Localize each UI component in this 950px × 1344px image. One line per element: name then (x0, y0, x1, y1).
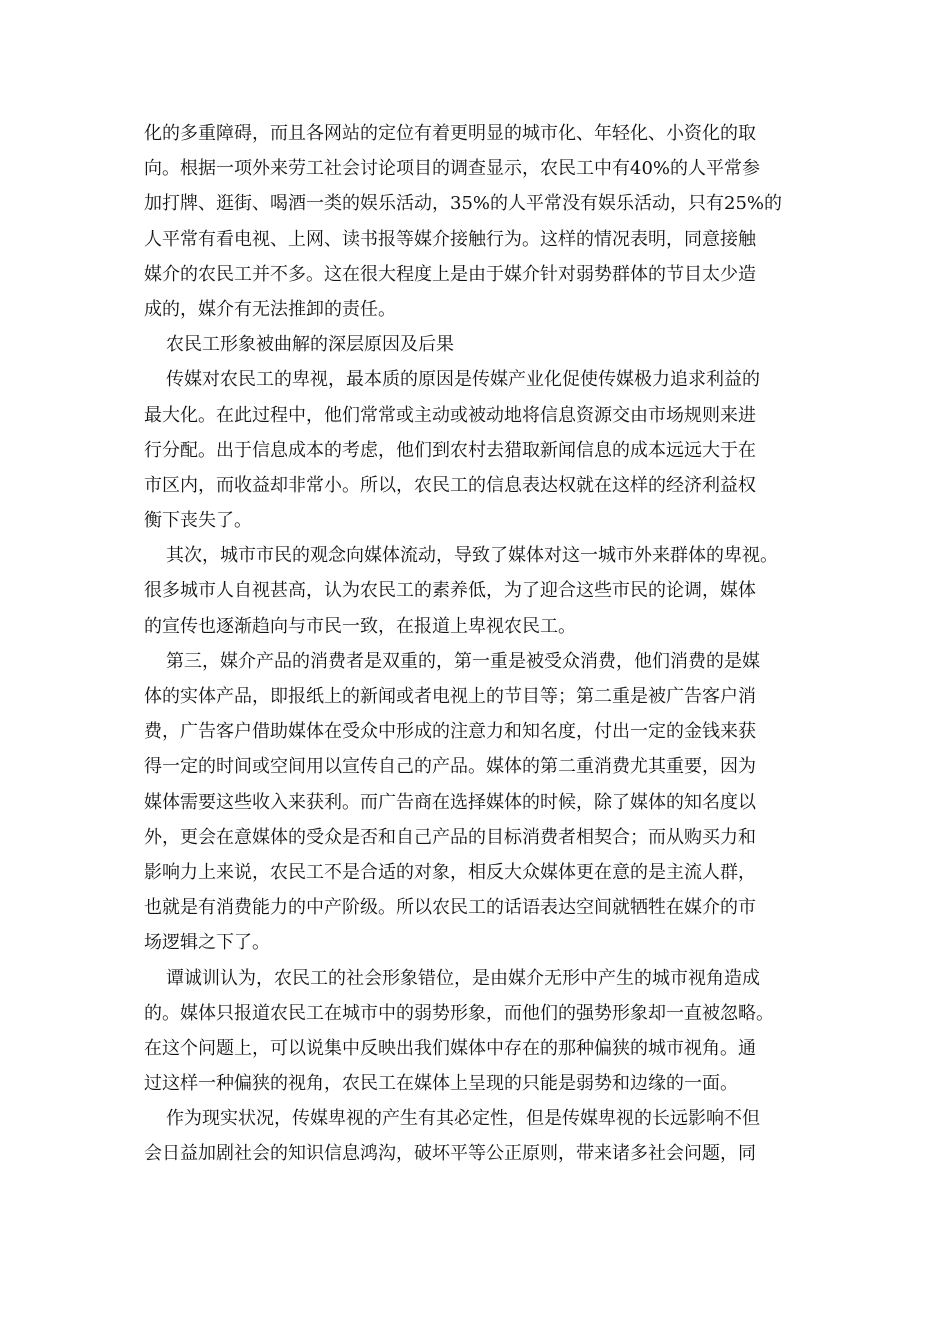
text-line: 会日益加剧社会的知识信息鸿沟，破坏平等公正原则，带来诸多社会问题，同 (144, 1143, 756, 1165)
text-line: 也就是有消费能力的中产阶级。所以农民工的话语表达空间就牺牲在媒介的市 (144, 897, 756, 919)
text-line: 外，更会在意媒体的受众是否和自己产品的目标消费者相契合；而从购买力和 (144, 826, 756, 848)
text-line: 媒体需要这些收入来获利。而广告商在选择媒体的时候，除了媒体的知名度以 (144, 791, 756, 813)
text-line: 费，广告客户借助媒体在受众中形成的注意力和知名度，付出一定的金钱来获 (144, 721, 756, 743)
text-line: 影响力上来说，农民工不是合适的对象，相反大众媒体更在意的是主流人群， (144, 861, 756, 883)
text-line: 传媒对农民工的卑视，最本质的原因是传媒产业化促使传媒极力追求利益的 (166, 369, 760, 391)
text-line: 媒介的农民工并不多。这在很大程度上是由于媒介针对弱势群体的节目太少造 (144, 263, 756, 285)
text-line: 其次，城市市民的观念向媒体流动，导致了媒体对这一城市外来群体的卑视。 (166, 545, 778, 567)
text-line: 人平常有看电视、上网、读书报等媒介接触行为。这样的情况表明，同意接触 (144, 228, 756, 250)
text-line: 过这样一种偏狭的视角，农民工在媒体上呈现的只能是弱势和边缘的一面。 (144, 1073, 738, 1095)
text-line: 市区内，而收益却非常小。所以，农民工的信息表达权就在这样的经济利益权 (144, 474, 756, 496)
text-line: 作为现实状况，传媒卑视的产生有其必定性，但是传媒卑视的长远影响不但 (166, 1108, 760, 1130)
text-line: 成的，媒介有无法推卸的责任。 (144, 298, 396, 320)
text-line: 化的多重障碍，而且各网站的定位有着更明显的城市化、年轻化、小资化的取 (144, 123, 756, 144)
text-line: 最大化。在此过程中，他们常常或主动或被动地将信息资源交由市场规则来进 (144, 404, 756, 426)
text-line: 向。根据一项外来劳工社会讨论项目的调查显示，农民工中有40%的人平常参 (144, 158, 761, 180)
text-line: 在这个问题上，可以说集中反映出我们媒体中存在的那种偏狭的城市视角。通 (144, 1037, 756, 1059)
text-line: 场逻辑之下了。 (144, 932, 270, 954)
text-line: 行分配。出于信息成本的考虑，他们到农村去猎取新闻信息的成本远远大于在 (144, 439, 756, 461)
text-line: 的。媒体只报道农民工在城市中的弱势形象，而他们的强势形象却一直被忽略。 (144, 1002, 774, 1024)
text-line: 的宣传也逐渐趋向与市民一致，在报道上卑视农民工。 (144, 615, 576, 637)
text-line: 第三，媒介产品的消费者是双重的，第一重是被受众消费，他们消费的是媒 (166, 650, 760, 672)
text-line: 加打牌、逛街、喝酒一类的娱乐活动，35%的人平常没有娱乐活动，只有25%的 (144, 193, 783, 215)
text-line: 农民工形象被曲解的深层原因及后果 (166, 334, 454, 356)
text-line: 得一定的时间或空间用以宣传自己的产品。媒体的第二重消费尤其重要，因为 (144, 756, 756, 778)
text-line: 衡下丧失了。 (144, 510, 252, 532)
text-line: 谭诚训认为，农民工的社会形象错位，是由媒介无形中产生的城市视角造成 (166, 967, 760, 989)
text-line: 很多城市人自视甚高，认为农民工的素养低，为了迎合这些市民的论调，媒体 (144, 580, 756, 602)
text-line: 体的实体产品，即报纸上的新闻或者电视上的节目等；第二重是被广告客户消 (144, 686, 756, 707)
document-body (144, 116, 804, 1172)
